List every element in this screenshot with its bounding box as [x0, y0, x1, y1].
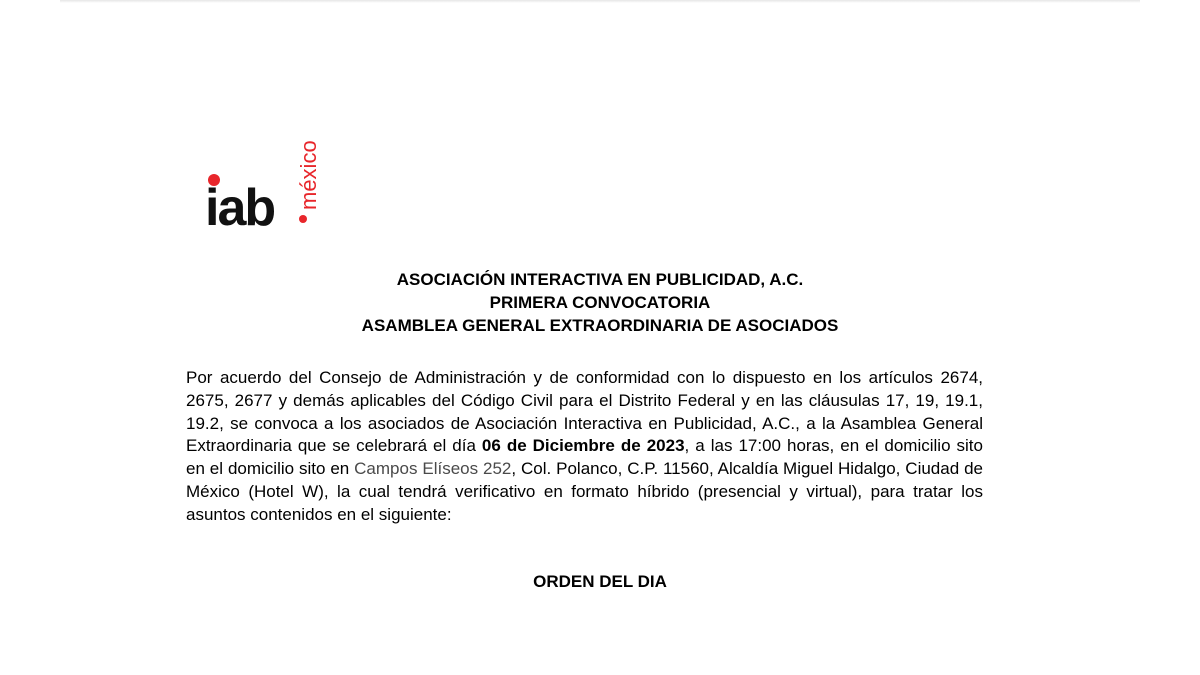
meeting-address: Campos Elíseos 252 [354, 459, 512, 479]
iab-mexico-logo-graphic [205, 128, 335, 233]
paragraph-part-1: Por acuerdo del Consejo de Administración y de conformidad con lo dispuesto en los artículos 2674, 2675, 2677 y demás aplicables del Código Civil para el Distrito Federal y en las cláusulas 17, 19, 19.1, 19.2, se convoca a los asociados de Asociación Interactiva en Publicidad, A.C., a la Asamblea General Extraordinaria que se celebrará el día [186, 368, 983, 456]
paragraph-part-2: , a las 17:00 horas, en el domicilio sito en el domicilio sito en [186, 436, 983, 479]
document-heading [0, 268, 1200, 337]
agenda-title: ORDEN DEL DIA [533, 572, 667, 591]
convocation-paragraph [186, 367, 983, 527]
heading-association-name: ASOCIACIÓN INTERACTIVA EN PUBLICIDAD, A.C. [396, 270, 804, 289]
logo-country-text: méxico [296, 140, 321, 210]
heading-assembly: ASAMBLEA GENERAL EXTRAORDINARIA DE ASOCIADOS [361, 316, 839, 335]
meeting-date: 06 de Diciembre de 2023 [481, 436, 685, 456]
logo-red-small-dot-icon [299, 215, 307, 223]
page-top-shadow [60, 0, 1140, 3]
heading-convocation: PRIMERA CONVOCATORIA [489, 293, 711, 312]
iab-mexico-logo [205, 128, 335, 233]
paragraph-part-3: , Col. Polanco, C.P. 11560, Alcaldía Miguel Hidalgo, Ciudad de México (Hotel W), la cual tendrá verificativo en formato híbrido (presencial y virtual), para tratar los asuntos contenidos en el siguiente: [186, 459, 983, 524]
logo-brand-text: iab [205, 179, 275, 233]
